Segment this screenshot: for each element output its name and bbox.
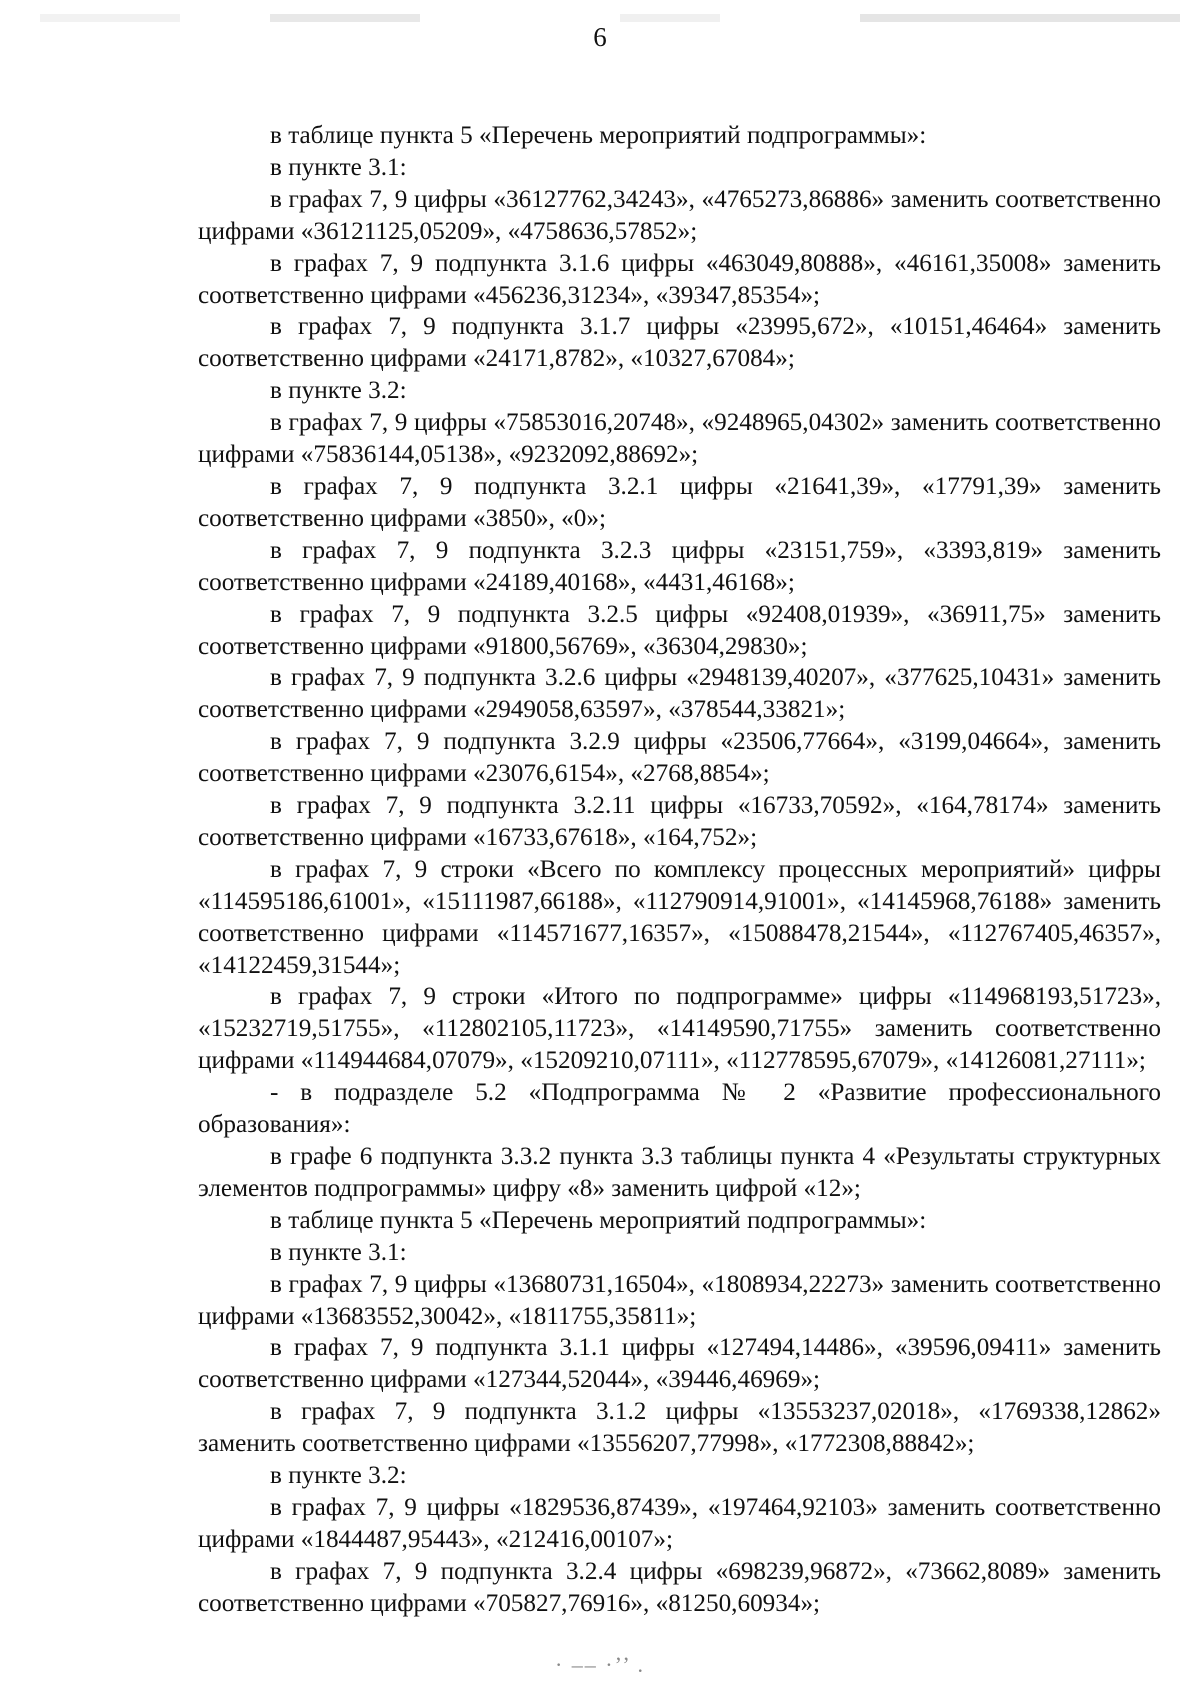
page-number: 6: [593, 22, 607, 52]
paragraph: в графах 7, 9 цифры «36127762,34243», «4765273,86886» заменить соответственно цифрами «36121125,05209», «4758636,57852»;: [198, 185, 1161, 245]
paragraph: в графах 7, 9 подпункта 3.2.11 цифры «16733,70592», «164,78174» заменить соответственно цифрами «16733,67618», «164,752»;: [198, 792, 1161, 851]
paragraph: в графах 7, 9 подпункта 3.2.4 цифры «698239,96872», «73662,8089» заменить соответственно цифрами «705827,76916», «81250,60934»;: [198, 1557, 1161, 1617]
paragraph: в графах 7, 9 подпункта 3.2.3 цифры «23151,759», «3393,819» заменить соответственно цифрами «24189,40168», «4431,46168»;: [198, 536, 1161, 596]
paragraph: в графах 7, 9 цифры «13680731,16504», «1808934,22273» заменить соответственно цифрами «13683552,30042», «1811755,35811»;: [198, 1270, 1161, 1330]
document-body: [198, 120, 1161, 1620]
paragraph: в таблице пункта 5 «Перечень мероприятий подпрограммы»:: [270, 1206, 927, 1234]
paragraph: в графах 7, 9 цифры «1829536,87439», «197464,92103» заменить соответственно цифрами «1844487,95443», «212416,00107»;: [198, 1493, 1161, 1553]
paragraph: в графе 6 подпункта 3.3.2 пункта 3.3 таблицы пункта 4 «Результаты структурных элементов подпрограммы» цифру «8» заменить цифрой «12»;: [198, 1143, 1161, 1202]
paragraph: в пункте 3.2:: [270, 377, 407, 405]
paragraph: в графах 7, 9 строки «Итого по подпрограмме» цифры «114968193,51723», «15232719,51755», «112802105,11723», «14149590,71755» заменить соответственно цифрами «114944684,07079», «15209210,07111», «112778595,67079», «14126081,27111»;: [198, 983, 1161, 1075]
paragraph: в графах 7, 9 подпункта 3.2.9 цифры «23506,77664», «3199,04664», заменить соответственно цифрами «23076,6154», «2768,8854»;: [198, 728, 1161, 788]
paragraph: в графах 7, 9 подпункта 3.1.7 цифры «23995,672», «10151,46464» заменить соответственно цифрами «24171,8782», «10327,67084»;: [198, 313, 1161, 373]
paragraph: в пункте 3.1:: [270, 153, 407, 181]
paragraph: в таблице пункта 5 «Перечень мероприятий подпрограммы»:: [270, 122, 927, 149]
paragraph: в графах 7, 9 подпункта 3.1.2 цифры «13553237,02018», «1769338,12862» заменить соответственно цифрами «13556207,77998», «1772308,88842»;: [198, 1398, 1161, 1458]
paragraph: в графах 7, 9 подпункта 3.1.1 цифры «127494,14486», «39596,09411» заменить соответственно цифрами «127344,52044», «39446,46969»;: [198, 1334, 1161, 1394]
paragraph: в графах 7, 9 подпункта 3.2.5 цифры «92408,01939», «36911,75» заменить соответственно цифрами «91800,56769», «36304,29830»;: [198, 600, 1161, 660]
paragraph: в графах 7, 9 цифры «75853016,20748», «9248965,04302» заменить соответственно цифрами «75836144,05138», «9232092,88692»;: [198, 409, 1161, 469]
scan-artifact-top: [0, 14, 1200, 22]
paragraph: в графах 7, 9 подпункта 3.2.6 цифры «2948139,40207», «377625,10431» заменить соответственно цифрами «2949058,63597», «378544,33821»;: [198, 664, 1161, 724]
paragraph: в пункте 3.2:: [270, 1462, 407, 1490]
scan-artifact-mark: · ‒– ·’’ .: [554, 1652, 646, 1677]
paragraph: в графах 7, 9 строки «Всего по комплексу процессных мероприятий» цифры «114595186,61001», «15111987,66188», «112790914,91001», «14145968,76188» заменить соответственно цифрами «114571677,16357», «15088478,21544», «112767405,46357», «14122459,31544»;: [198, 855, 1161, 979]
paragraph: в пункте 3.1:: [270, 1238, 407, 1266]
paragraph: в графах 7, 9 подпункта 3.1.6 цифры «463049,80888», «46161,35008» заменить соответственно цифрами «456236,31234», «39347,85354»;: [198, 249, 1161, 309]
paragraph: - в подразделе 5.2 «Подпрограмма № 2 «Развитие профессионального образования»:: [198, 1079, 1161, 1139]
paragraph: в графах 7, 9 подпункта 3.2.1 цифры «21641,39», «17791,39» заменить соответственно цифрами «3850», «0»;: [198, 472, 1161, 532]
